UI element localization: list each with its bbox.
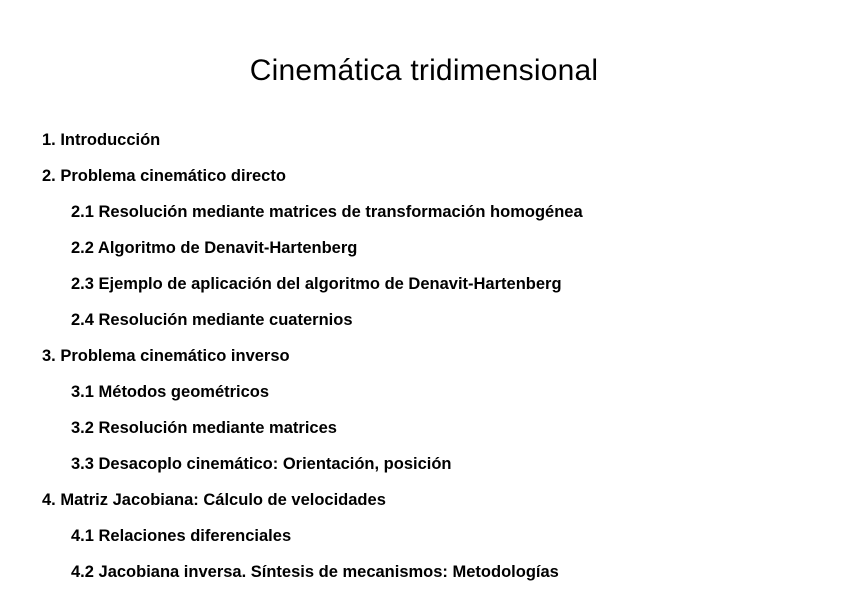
toc-subitem: 4.1 Relaciones diferenciales	[71, 527, 292, 545]
toc-subitem: 2.3 Ejemplo de aplicación del algoritmo de Denavit-Hartenberg	[71, 275, 562, 293]
toc-subitem: 3.2 Resolución mediante matrices	[71, 419, 337, 437]
toc-subitem: 4.2 Jacobiana inversa. Síntesis de mecanismos: Metodologías	[71, 563, 559, 581]
toc-subitem: 2.2 Algoritmo de Denavit-Hartenberg	[71, 239, 358, 257]
toc-item: 1. Introducción	[42, 131, 161, 149]
toc-subitem: 2.4 Resolución mediante cuaternios	[71, 311, 353, 329]
toc-subitem: 3.1 Métodos geométricos	[71, 383, 270, 401]
toc-subitem: 3.3 Desacoplo cinemático: Orientación, posición	[71, 455, 452, 473]
toc-subitem: 2.1 Resolución mediante matrices de transformación homogénea	[71, 203, 583, 221]
slide-title: Cinemática tridimensional	[249, 54, 599, 87]
toc-item: 3. Problema cinemático inverso	[42, 347, 290, 365]
toc-item: 4. Matriz Jacobiana: Cálculo de velocidades	[42, 491, 386, 509]
table-of-contents	[42, 128, 583, 596]
toc-item: 2. Problema cinemático directo	[42, 167, 286, 185]
